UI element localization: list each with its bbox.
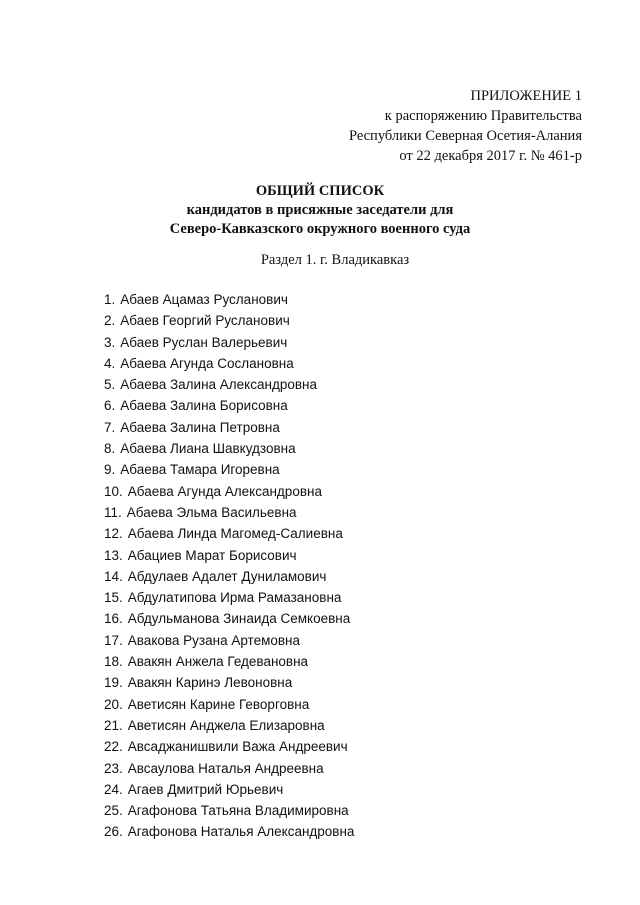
list-item [104, 438, 354, 459]
list-item [104, 587, 354, 608]
list-item-number: 24. [104, 781, 123, 797]
list-item [104, 374, 354, 395]
list-item [104, 523, 354, 544]
list-item-number: 7. [104, 419, 116, 435]
list-item-number: 25. [104, 803, 123, 819]
list-item [104, 459, 354, 480]
list-item-number: 2. [104, 313, 116, 329]
list-item-number: 15. [104, 590, 123, 606]
section-heading: Раздел 1. г. Владикавказ [260, 252, 410, 268]
list-item [104, 332, 354, 353]
list-item-name: Абаев Ацамаз Русланович [120, 292, 288, 307]
list-item-name: Абаева Лиана Шавкудзовна [120, 441, 296, 457]
list-item-name: Абаева Агунда Сослановна [120, 355, 294, 371]
list-item-name: Абаева Залина Борисовна [120, 398, 288, 414]
list-item-number: 8. [104, 441, 116, 457]
list-item [104, 736, 354, 757]
document-title-main: ОБЩИЙ СПИСОК [255, 183, 385, 199]
list-item [104, 779, 354, 800]
list-item-number: 10. [104, 483, 123, 499]
appendix-government-line: Республики Северная Осетия-Алания [348, 128, 582, 144]
list-item-number: 26. [104, 824, 123, 840]
list-item-name: Аветисян Карине Геворговна [127, 696, 310, 712]
list-item [104, 672, 354, 693]
list-item-name: Авсаджанишвили Важа Андреевич [127, 739, 348, 755]
list-item-name: Абаева Залина Петровна [120, 419, 280, 435]
list-item-number: 5. [104, 377, 116, 393]
list-item-name: Авакян Анжела Гедевановна [127, 654, 309, 670]
list-item-name: Агафонова Татьяна Владимировна [127, 803, 349, 819]
list-item-name: Авакян Каринэ Левоновна [127, 675, 293, 691]
appendix-title: ПРИЛОЖЕНИЕ 1 [470, 88, 582, 104]
candidate-list [104, 289, 354, 843]
list-item [104, 758, 354, 779]
list-item-number: 13. [104, 547, 123, 563]
list-item-number: 11. [104, 504, 122, 520]
list-item-number: 20. [104, 696, 123, 712]
list-item [104, 353, 354, 374]
list-item-name: Агафонова Наталья Александровна [127, 824, 355, 840]
list-item-name: Абациев Марат Борисович [127, 547, 297, 563]
list-item-name: Абаева Линда Магомед-Салиевна [127, 526, 343, 542]
list-item [104, 310, 354, 331]
list-item-name: Аветисян Анджела Елизаровна [127, 717, 325, 733]
list-item-number: 19. [104, 675, 123, 691]
list-item [104, 694, 354, 715]
list-item-name: Абдулатипова Ирма Рамазановна [127, 590, 342, 606]
list-item [104, 502, 354, 523]
appendix-date-number: от 22 декабря 2017 г. № 461-р [399, 148, 582, 164]
list-item [104, 395, 354, 416]
list-item-name: Абаева Залина Александровна [120, 377, 317, 393]
list-item [104, 289, 354, 310]
list-item [104, 630, 354, 651]
list-item-number: 18. [104, 654, 123, 670]
list-item [104, 608, 354, 629]
list-item-number: 3. [104, 334, 116, 350]
list-item-name: Абаева Эльма Васильевна [126, 504, 297, 520]
list-item-name: Агаев Дмитрий Юрьевич [127, 781, 284, 797]
list-item-number: 14. [104, 568, 123, 584]
list-item-number: 1. [104, 292, 116, 307]
list-item [104, 651, 354, 672]
list-item-name: Авсаулова Наталья Андреевна [127, 760, 324, 776]
list-item-number: 21. [104, 717, 123, 733]
list-item-number: 12. [104, 526, 123, 542]
list-item [104, 545, 354, 566]
list-item [104, 566, 354, 587]
list-item-number: 16. [104, 611, 123, 627]
list-item-name: Авакова Рузана Артемовна [127, 632, 301, 648]
list-item-name: Абаева Агунда Александровна [127, 483, 322, 499]
list-item-number: 22. [104, 739, 123, 755]
list-item-name: Абдулаев Адалет Дуниламович [127, 568, 327, 584]
list-item [104, 800, 354, 821]
document-title-subtitle: кандидатов в присяжные заседатели для [186, 202, 454, 218]
appendix-order-line: к распоряжению Правительства [384, 108, 582, 124]
list-item-number: 4. [104, 355, 116, 371]
appendix-header [349, 86, 582, 166]
list-item [104, 821, 354, 842]
list-item-number: 23. [104, 760, 123, 776]
list-item-name: Абаева Тамара Игоревна [120, 462, 280, 478]
list-item [104, 481, 354, 502]
list-item [104, 715, 354, 736]
list-item-name: Абдульманова Зинаида Семкоевна [127, 611, 351, 627]
list-item-number: 9. [104, 462, 116, 478]
list-item [104, 417, 354, 438]
list-item-number: 17. [104, 632, 123, 648]
list-item-number: 6. [104, 398, 116, 414]
list-item-name: Абаев Георгий Русланович [120, 313, 290, 329]
document-title-court: Северо-Кавказского окружного военного суда [169, 221, 471, 237]
list-item-name: Абаев Руслан Валерьевич [120, 334, 288, 350]
document-title [0, 182, 640, 239]
